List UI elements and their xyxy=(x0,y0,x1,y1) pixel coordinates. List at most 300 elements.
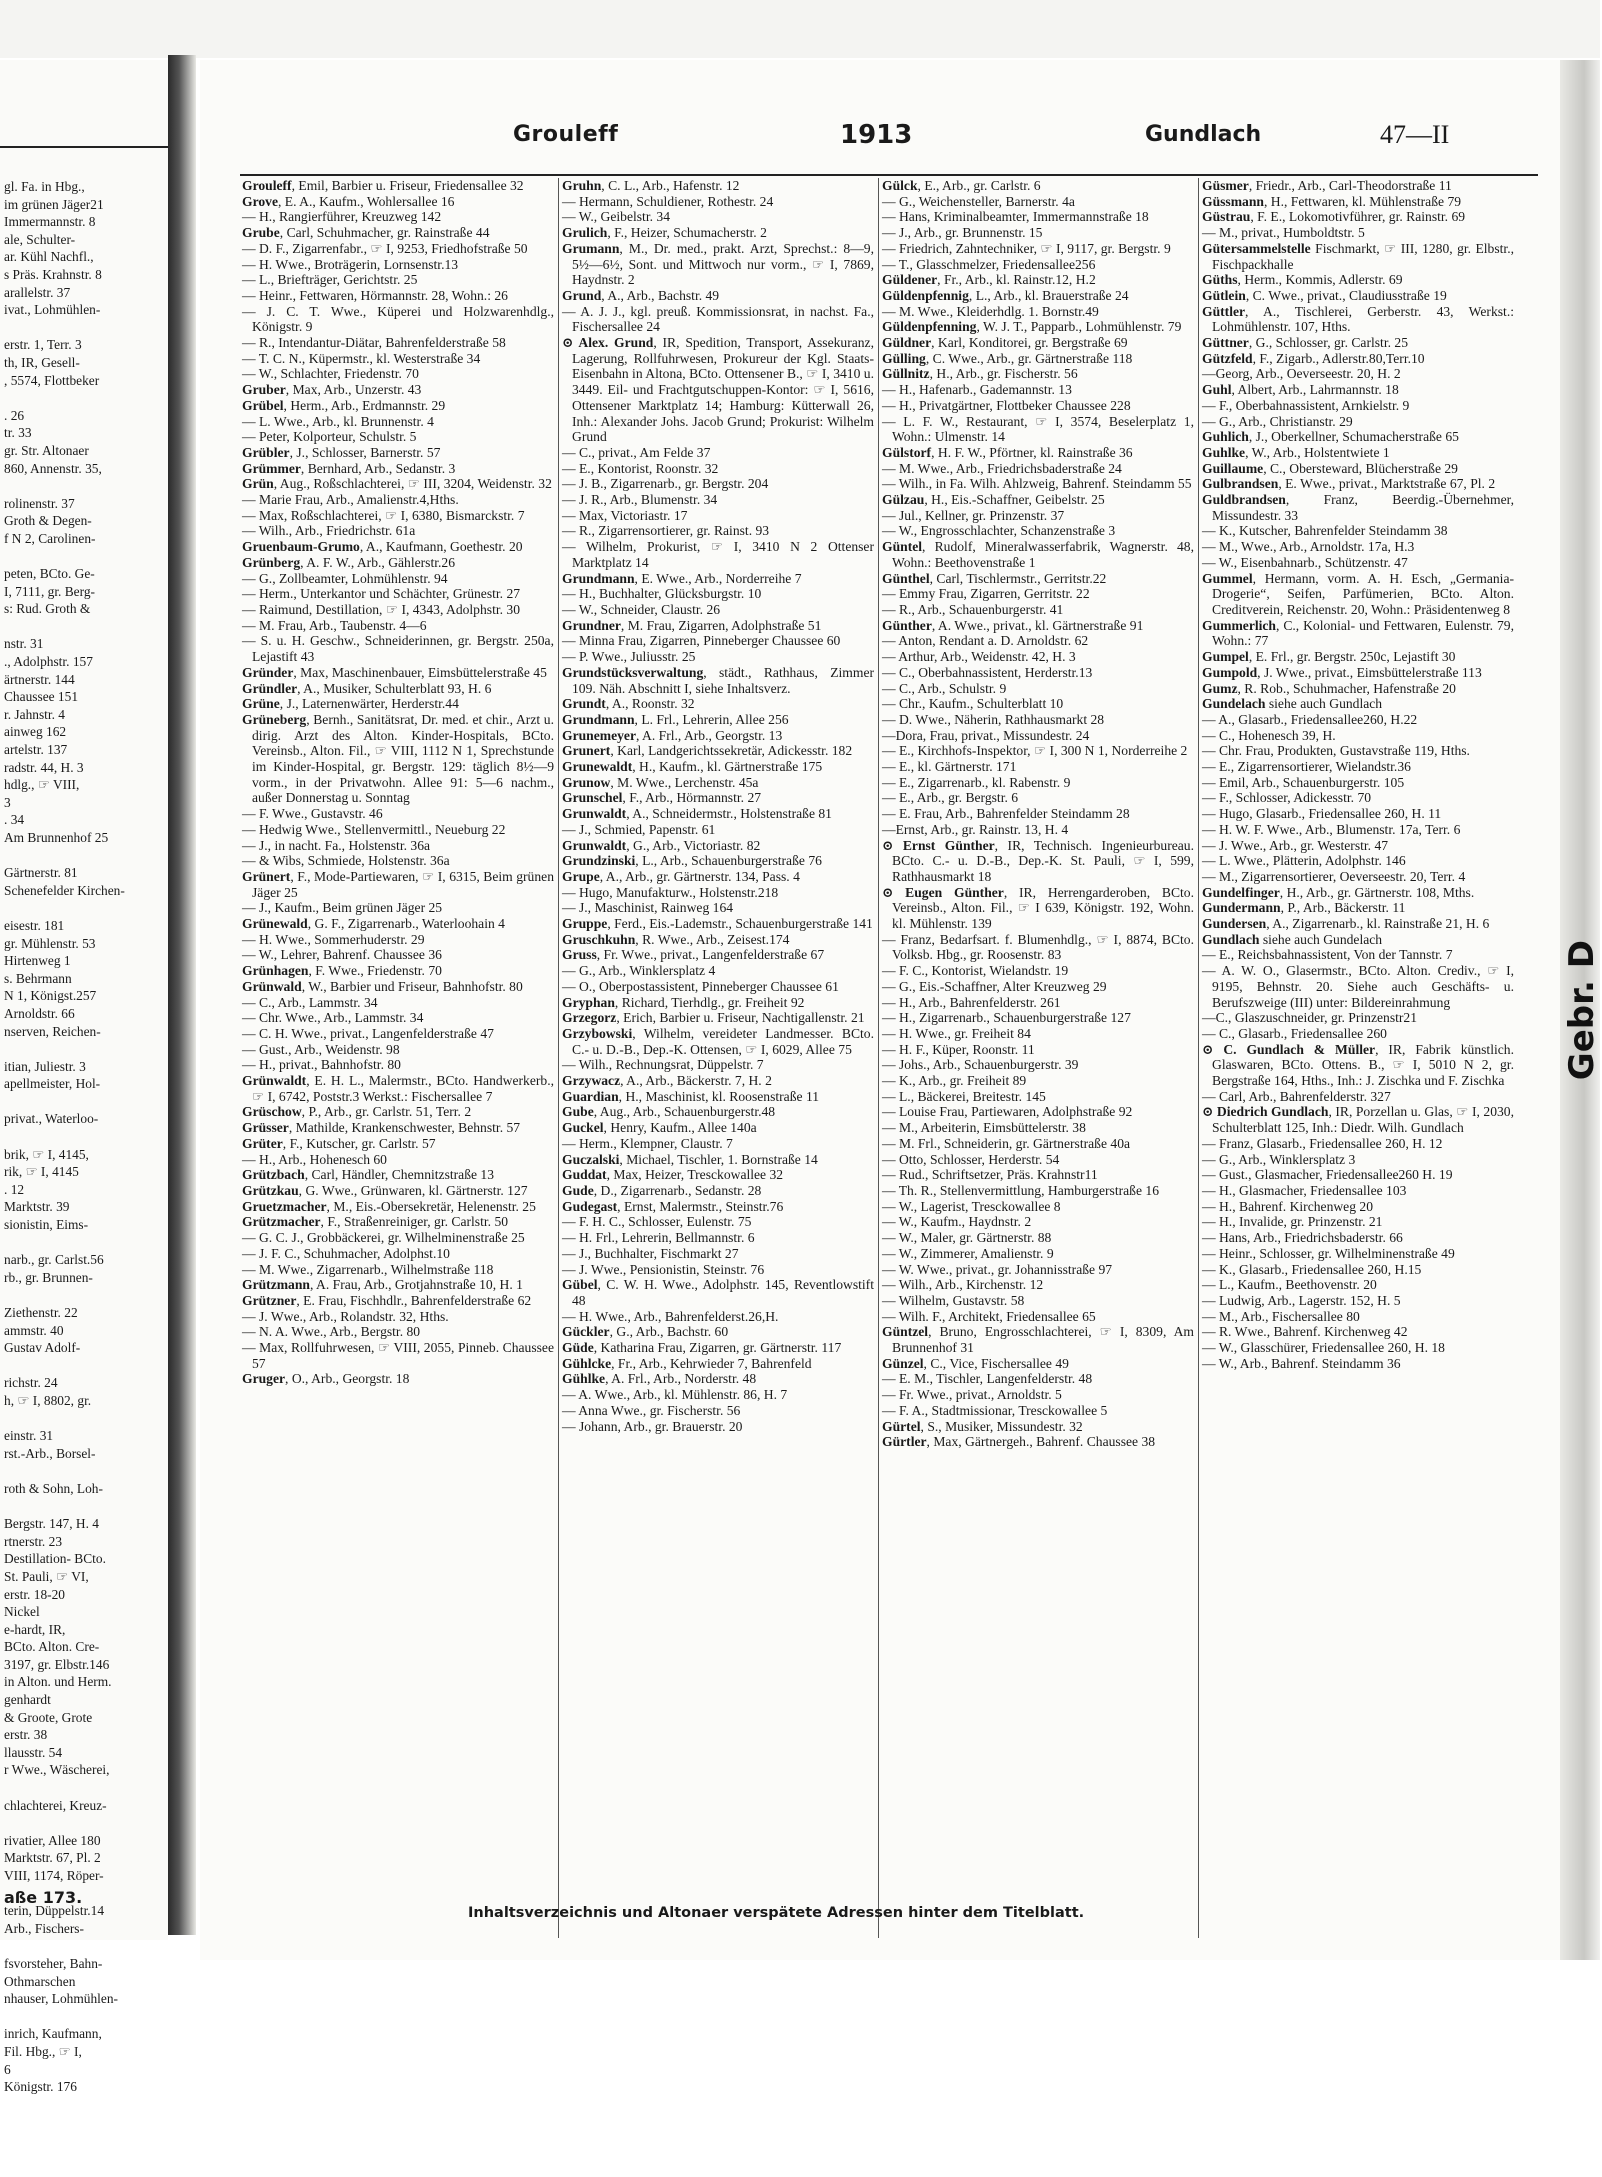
directory-entry: Güssmann, H., Fettwaren, kl. Mühlenstraße 79 xyxy=(1202,193,1462,209)
directory-entry: Gückler, G., Arb., Bachstr. 60 xyxy=(562,1324,729,1340)
facing-page-line: apellmeister, Hol- xyxy=(4,1076,101,1092)
facing-page-line xyxy=(0,547,125,565)
directory-entry: Günther, A. Wwe., privat., kl. Gärtnerstraße 91 xyxy=(882,617,1144,633)
directory-entry: — Franz, Glasarb., Friedensallee 260, H. 12 xyxy=(1202,1135,1443,1151)
directory-entry: — Fr. Wwe., privat., Arnoldstr. 5 xyxy=(882,1387,1062,1403)
directory-entry: — Marie Frau, Arb., Amalienstr.4,Hths. xyxy=(242,492,459,508)
facing-page-line: privat., Waterloo- xyxy=(4,1111,99,1127)
directory-entry: Guczalski, Michael, Tischler, 1. Bornstraße 14 xyxy=(562,1151,818,1167)
facing-page-line: erstr. 18-20 xyxy=(4,1586,65,1602)
directory-entry: Grulich, F., Heizer, Schumacherstr. 2 xyxy=(562,225,767,241)
facing-page-line: einstr. 31 xyxy=(4,1428,54,1444)
directory-entry: Gruetzmacher, M., Eis.-Obersekretär, Helenenstr. 25 xyxy=(242,1198,536,1214)
facing-page-line: e-hardt, IR, xyxy=(4,1621,66,1637)
facing-page-line: artelstr. 137 xyxy=(4,742,68,757)
facing-page-line: r Wwe., Wäscherei, xyxy=(4,1762,110,1778)
directory-entry: — Emil, Arb., Schauenburgerstr. 105 xyxy=(1202,774,1405,790)
directory-entry: — W., Arb., Bahrenf. Steindamm 36 xyxy=(1202,1355,1401,1371)
directory-entry: — H. Wwe., Broträgerin, Lornsenstr.13 xyxy=(242,256,459,272)
directory-entry: — L., Kaufm., Beethovenstr. 20 xyxy=(1202,1277,1377,1293)
facing-page-line xyxy=(0,1462,125,1480)
directory-entry: — H., Zigarrenarb., Schauenburgerstraße 127 xyxy=(882,1010,1131,1026)
directory-entry: Güntzel, Bruno, Engrosschlachterei, ☞ I, 8309, Am Brunnenhof 31 xyxy=(882,1324,1194,1356)
directory-entry: Guhlich, J., Oberkellner, Schumacherstraße 65 xyxy=(1202,429,1459,445)
facing-page-line: gl. Fa. in Hbg., xyxy=(4,179,85,194)
directory-entry: — Franz, Bedarfsart. f. Blumenhdlg., ☞ I, 8874, BCto. Volksb. Hbg., gr. Roosenstr. 83 xyxy=(882,931,1194,963)
facing-page-line: rolinenstr. 37 xyxy=(4,495,75,511)
directory-entry: Gübel, C. W. H. Wwe., Adolphstr. 145, Reventlowstift 48 xyxy=(562,1277,874,1308)
directory-entry: — Minna Frau, Zigarren, Pinneberger Chaussee 60 xyxy=(562,633,841,649)
facing-page-line: Königstr. 176 xyxy=(4,2079,77,2095)
facing-page-line: Fil. Hbg., ☞ I, xyxy=(4,2043,82,2059)
directory-entry: — Anton, Rendant a. D. Arnoldstr. 62 xyxy=(882,633,1089,649)
directory-entry: Grünberg, A. F. W., Arb., Gählerstr.26 xyxy=(242,554,456,570)
directory-entry: — K., Kutscher, Bahrenfelder Steindamm 38 xyxy=(1202,523,1448,539)
directory-page xyxy=(200,60,1560,1960)
directory-entry: Gülzau, H., Eis.-Schaffner, Geibelstr. 25 xyxy=(882,492,1105,508)
directory-entry: — J., Kaufm., Beim grünen Jäger 25 xyxy=(242,900,443,916)
scan-background xyxy=(0,0,1600,58)
directory-entry: Grupe, A., Arb., gr. Gärtnerstr. 134, Pass. 4 xyxy=(562,868,800,884)
directory-entry: Grünewald, G. F., Zigarrenarb., Waterloohain 4 xyxy=(242,916,505,932)
directory-entry: — J. Wwe., Arb., gr. Westerstr. 47 xyxy=(1202,837,1389,853)
directory-entry: — W., Schlachter, Friedenstr. 70 xyxy=(242,366,419,382)
facing-page-line: Othmarschen xyxy=(4,1973,76,1989)
directory-entry: — Max, Rollfuhrwesen, ☞ VIII, 2055, Pinneb. Chaussee 57 xyxy=(242,1340,554,1371)
directory-entry: — Carl, Arb., Bahrenfelderstr. 327 xyxy=(1202,1088,1391,1104)
directory-entry: — F., Oberbahnassistent, Arnkielstr. 9 xyxy=(1202,397,1410,413)
facing-page-line: VIII, 1174, Röper- xyxy=(4,1868,104,1883)
directory-entry: Grumann, M., Dr. med., prakt. Arzt, Sprechst.: 8—9, 5½—6½, Sont. und Mittwoch nur vorm., ☞ I, 7869, Haydnstr. 2 xyxy=(562,240,874,288)
facing-page-line: s Präs. Krahnstr. 8 xyxy=(4,266,102,282)
facing-page-line xyxy=(0,1814,125,1832)
directory-entry: Gundelfinger, H., Arb., gr. Gärtnerstr. 108, Mths. xyxy=(1202,884,1475,900)
facing-page-line: 6 xyxy=(4,2061,11,2077)
facing-page-line: ale, Schulter- xyxy=(4,231,76,247)
directory-entry: — Hans, Arb., Friedrichsbaderstr. 66 xyxy=(1202,1230,1403,1246)
facing-page-line: . 12 xyxy=(4,1181,25,1197)
directory-entry: Güldner, Karl, Konditorei, gr. Bergstraße 69 xyxy=(882,335,1128,351)
directory-entry: Gühlcke, Fr., Arb., Kehrwieder 7, Bahrenfeld xyxy=(562,1355,812,1371)
directory-entry: — E., Zigarrenarb., kl. Rabenstr. 9 xyxy=(882,774,1071,790)
facing-page-line: s. Behrmann xyxy=(4,970,72,986)
facing-page-line xyxy=(0,1779,125,1797)
directory-entry: — Gust., Glasmacher, Friedensallee260 H. 19 xyxy=(1202,1167,1453,1183)
directory-entry: Grund, A., Arb., Bachstr. 49 xyxy=(562,287,720,303)
facing-page-line xyxy=(0,1093,125,1111)
directory-entry: ⊙ Alex. Grund, IR, Spedition, Transport, Assekuranz, Lagerung, Rollfuhrwesen, Prokureur der Kgl. Staats-Eisenbahn in Altona, BCto. Ottensener B., ☞ I, 3410 u. 3449. Eil- und Frachtgutschuppen-Kontor: ☞ I, 5616, Ottensener Marktplatz 14; Hamburg: Kütterwall 26, Inh.: Alexander Johs. Jacob Grund; Prokurist: Wilhelm Grund xyxy=(562,335,874,445)
directory-entry: — E., Kirchhofs-Inspektor, ☞ I, 300 N 1, Norderreihe 2 xyxy=(882,743,1188,759)
facing-page-line: th, IR, Gesell- xyxy=(4,354,80,370)
directory-entry: ⊙ Diedrich Gundlach, IR, Porzellan u. Glas, ☞ I, 2030, Schulterblatt 125, Inh.: Diedr. Wilh. Gundlach xyxy=(1202,1104,1514,1136)
facing-page-line: Destillation- BCto. xyxy=(4,1551,106,1567)
directory-entry: — G., Eis.-Schaffner, Alter Kreuzweg 29 xyxy=(882,978,1107,994)
directory-entry: Gummerlich, C., Kolonial- und Fettwaren, Eulenstr. 79, Wohn.: 77 xyxy=(1202,617,1514,649)
directory-entry: — M., Zigarrensortierer, Oeverseestr. 20, Terr. 4 xyxy=(1202,868,1466,884)
directory-entry: — A., Glasarb., Friedensallee260, H.22 xyxy=(1202,711,1418,727)
directory-entry: Grzywacz, A., Arb., Bäckerstr. 7, H. 2 xyxy=(562,1073,772,1089)
directory-entry: — C., Hohenesch 39, H. xyxy=(1202,727,1336,743)
directory-entry: Gützfeld, F., Zigarb., Adlerstr.80,Terr.10 xyxy=(1202,350,1425,366)
directory-entry: Gürtel, S., Musiker, Missundestr. 32 xyxy=(882,1418,1083,1434)
directory-entry: ⊙ C. Gundlach & Müller, IR, Fabrik künstlich. Glaswaren, BCto. Ottens. B., ☞ I, 5010 N 2, gr. Bergstraße 164, Hths., Inh.: J. Zischka und F. Zischka xyxy=(1202,1041,1514,1089)
facing-page-line: rtnerstr. 23 xyxy=(4,1533,63,1549)
directory-entry: — H. W. F. Wwe., Arb., Blumenstr. 17a, Terr. 6 xyxy=(1202,821,1461,837)
page-header xyxy=(200,122,1560,162)
directory-entry: — H., Buchhalter, Glücksburgstr. 10 xyxy=(562,586,762,602)
directory-entry: Gumpold, J. Wwe., privat., Eimsbüttelerstraße 113 xyxy=(1202,664,1482,680)
facing-page-line xyxy=(0,1040,125,1058)
directory-entry: Gruppe, Ferd., Eis.-Lademstr., Schauenburgerstraße 141 xyxy=(562,916,873,932)
facing-page-line xyxy=(0,1937,125,1955)
facing-page-line: nhauser, Lohmühlen- xyxy=(4,1991,118,2007)
directory-entry: Guardian, H., Maschinist, kl. Roosenstraße 11 xyxy=(562,1088,820,1104)
directory-entry: Grube, Carl, Schuhmacher, gr. Rainstraße 44 xyxy=(242,225,490,241)
directory-entry: Gründler, A., Musiker, Schulterblatt 93, H. 6 xyxy=(242,680,492,696)
directory-entry: Gülck, E., Arb., gr. Carlstr. 6 xyxy=(882,178,1041,193)
facing-page-line xyxy=(0,1234,125,1252)
facing-page-line: Immermannstr. 8 xyxy=(4,214,96,230)
facing-page-line: richstr. 24 xyxy=(4,1375,58,1391)
directory-entry: Grüschow, P., Arb., gr. Carlstr. 51, Terr. 2 xyxy=(242,1104,472,1120)
directory-entry: — W., Engrosschlachter, Schanzenstraße 3 xyxy=(882,523,1116,539)
directory-entry: — R., Intendantur-Diätar, Bahrenfelderstraße 58 xyxy=(242,335,506,351)
directory-entry: — M. Frl., Schneiderin, gr. Gärtnerstraße 40a xyxy=(882,1135,1131,1151)
directory-entry: Gruhn, C. L., Arb., Hafenstr. 12 xyxy=(562,178,740,193)
directory-entry: — R., Arb., Schauenburgerstr. 41 xyxy=(882,601,1064,617)
directory-entry: — Wilhelm, Gustavstr. 58 xyxy=(882,1292,1025,1308)
directory-entry: — F. Wwe., Gustavstr. 46 xyxy=(242,806,383,822)
directory-entry: Güntel, Rudolf, Mineralwasserfabrik, Wagnerstr. 48, Wohn.: Beethovenstraße 1 xyxy=(882,539,1194,570)
directory-entry: Grüneberg, Bernh., Sanitätsrat, Dr. med. et chir., Arzt u. dirig. Arzt des Alton. Kinder-Hospitals, BCto. Vereinsb., Alton. Fil., ☞ VIII, 1112 N 1, Sprechstunde im Kinder-Hospital, gr. Bergstr. 129: täglich 8½—9 vorm., in der Privatwohn. Allee 91: 5—6 nachm., außer Donnerstag u. Sonntag xyxy=(242,711,554,806)
directory-entry: — C., Arb., Schulstr. 9 xyxy=(882,680,1007,696)
facing-page-line: arallelstr. 37 xyxy=(4,284,71,300)
directory-entry: Gudegast, Ernst, Malermstr., Steinstr.76 xyxy=(562,1198,784,1214)
facing-page-line: h, ☞ I, 8802, gr. xyxy=(4,1392,92,1408)
directory-entry: Gryphan, Richard, Tierhdlg., gr. Freiheit 92 xyxy=(562,994,805,1010)
facing-page-line: itian, Juliestr. 3 xyxy=(4,1058,86,1074)
facing-page-line xyxy=(0,1128,125,1146)
directory-entry: Grüne, J., Laternenwärter, Herderstr.44 xyxy=(242,696,459,712)
directory-entry: — E., Zigarrensortierer, Wielandstr.36 xyxy=(1202,759,1411,775)
directory-entry: — H., Invalide, gr. Prinzenstr. 21 xyxy=(1202,1214,1383,1230)
directory-entry: Güsmer, Friedr., Arb., Carl-Theodorstraße 11 xyxy=(1202,178,1452,193)
directory-entry: — M. Wwe., Arb., Friedrichsbaderstraße 24 xyxy=(882,460,1122,476)
directory-entry: — E. Frau, Arb., Bahrenfelder Steindamm 28 xyxy=(882,806,1130,822)
directory-entry: — L. Wwe., Plätterin, Adolphstr. 146 xyxy=(1202,853,1406,869)
directory-entry: — G., Arb., Christianstr. 29 xyxy=(1202,413,1353,429)
directory-entry: —Dora, Frau, privat., Missundestr. 24 xyxy=(882,727,1090,743)
directory-entry: — C. H. Wwe., privat., Langenfelderstraße 47 xyxy=(242,1025,494,1041)
directory-entry: — H., Arb., Hohenesch 60 xyxy=(242,1151,387,1167)
facing-page-line: r. Jahnstr. 4 xyxy=(4,706,66,722)
directory-entry: — L., Bäckerei, Breitestr. 145 xyxy=(882,1088,1046,1104)
directory-entry: — Heinr., Fettwaren, Hörmannstr. 28, Wohn.: 26 xyxy=(242,287,508,303)
directory-entry: Güstrau, F. E., Lokomotivführer, gr. Rainstr. 69 xyxy=(1202,209,1466,225)
directory-entry: — S. u. H. Geschw., Schneiderinnen, gr. Bergstr. 250a, Lejastift 43 xyxy=(242,633,554,665)
directory-entry: —C., Glaszuschneider, gr. Prinzenstr21 xyxy=(1202,1010,1418,1026)
facing-page-line: . 26 xyxy=(4,407,25,423)
directory-entry: — Peter, Kolporteur, Schulstr. 5 xyxy=(242,429,417,445)
facing-page-line: genhardt xyxy=(4,1692,51,1708)
directory-entry: — Raimund, Destillation, ☞ I, 4343, Adolphstr. 30 xyxy=(242,601,521,617)
directory-entry: — J. B., Zigarrenarb., gr. Bergstr. 204 xyxy=(562,476,769,492)
facing-page-line: f N 2, Carolinen- xyxy=(4,530,96,546)
directory-entry: — J., Buchhalter, Fischmarkt 27 xyxy=(562,1245,739,1261)
directory-entry: Güldenpfennig, L., Arb., kl. Brauerstraße 24 xyxy=(882,287,1129,303)
page-number: 47—II xyxy=(1380,120,1450,149)
facing-page-line xyxy=(0,1357,125,1375)
directory-entry: Grove, E. A., Kaufm., Wohlersallee 16 xyxy=(242,193,455,209)
facing-page-line: Arnoldstr. 66 xyxy=(4,1005,75,1021)
directory-entry: — Chr., Kaufm., Schulterblatt 10 xyxy=(882,696,1064,712)
facing-page-line: peten, BCto. Ge- xyxy=(4,566,95,582)
directory-entry: — Max, Roßschlachterei, ☞ I, 6380, Bismarckstr. 7 xyxy=(242,507,525,523)
facing-page-line: fsvorsteher, Bahn- xyxy=(4,1955,103,1971)
directory-entry: Gundelach siehe auch Gundlach xyxy=(1202,696,1383,712)
directory-entry: — Johann, Arb., gr. Brauerstr. 20 xyxy=(562,1418,743,1434)
directory-entry: Grützmacher, F., Straßenreiniger, gr. Carlstr. 50 xyxy=(242,1214,509,1230)
directory-entry: — M. Frau, Arb., Taubenstr. 4—6 xyxy=(242,617,427,633)
directory-entry: — J. Wwe., Arb., Rolandstr. 32, Hths. xyxy=(242,1308,449,1324)
directory-entry: Gundlach siehe auch Gundelach xyxy=(1202,931,1383,947)
header-rule xyxy=(240,174,1538,176)
facing-page-line: 3 xyxy=(4,794,11,810)
facing-page-line: ammstr. 40 xyxy=(4,1322,64,1338)
directory-entry: Güllnitz, H., Arb., gr. Fischerstr. 56 xyxy=(882,366,1078,382)
directory-entry: Grützmann, A. Frau, Arb., Grotjahnstraße 10, H. 1 xyxy=(242,1277,523,1293)
directory-entry: — A. J. J., kgl. preuß. Kommissionsrat, in nachst. Fa., Fischersallee 24 xyxy=(562,303,874,335)
directory-entry: — Herm., Unterkantor und Schächter, Grünestr. 27 xyxy=(242,586,521,602)
directory-entry: Günthel, Carl, Tischlermstr., Gerritstr.22 xyxy=(882,570,1107,586)
facing-page-line: N 1, Königst.257 xyxy=(4,988,97,1004)
directory-entry: — J. C. T. Wwe., Küperei und Holzwarenhdlg., Königstr. 9 xyxy=(242,303,554,335)
facing-page-line: inrich, Kaufmann, xyxy=(4,2026,102,2042)
directory-entry: — Ludwig, Arb., Lagerstr. 152, H. 5 xyxy=(1202,1292,1401,1308)
facing-page-line: & Groote, Grote xyxy=(4,1709,93,1725)
directory-entry: — F. C., Kontorist, Wielandstr. 19 xyxy=(882,963,1069,979)
directory-entry: — M., Arbeiterin, Eimsbüttelerstr. 38 xyxy=(882,1120,1086,1136)
book-binding xyxy=(168,55,196,1935)
facing-page-line: St. Pauli, ☞ VI, xyxy=(4,1568,89,1584)
facing-page-line: Nickel xyxy=(4,1604,40,1620)
page-footer-note: Inhaltsverzeichnis und Altonaer verspätete Adressen hinter dem Titelblatt. xyxy=(468,1905,1085,1921)
facing-page-line: nserven, Reichen- xyxy=(4,1023,101,1039)
directory-entry: — H., Rangierführer, Kreuzweg 142 xyxy=(242,209,442,225)
page-edge xyxy=(1560,60,1600,1960)
directory-entry: — P. Wwe., Juliusstr. 25 xyxy=(562,649,696,665)
directory-entry: — D. F., Zigarrenfabr., ☞ I, 9253, Friedhofstraße 50 xyxy=(242,240,528,256)
directory-entry: Grübler, J., Schlosser, Barnerstr. 57 xyxy=(242,444,441,460)
directory-entry: ⊙ Eugen Günther, IR, Herrengarderoben, BCto. Vereinsb., Alton. Fil., ☞ I 639, Königstr. 192, Wohn. kl. Mühlenstr. 139 xyxy=(882,884,1194,932)
directory-entry: — E., Reichsbahnassistent, Von der Tannstr. 7 xyxy=(1202,947,1453,963)
facing-page-line: Bergstr. 147, H. 4 xyxy=(4,1516,99,1532)
directory-entry: — K., Arb., gr. Freiheit 89 xyxy=(882,1073,1027,1089)
directory-entry: Grünwaldt, E. H. L., Malermstr., BCto. Handwerkerb., ☞ I, 6742, Poststr.3 Werkst.: Fischersallee 7 xyxy=(242,1073,554,1104)
column-divider xyxy=(878,178,879,1938)
directory-entry: — N. A. Wwe., Arb., Bergstr. 80 xyxy=(242,1324,421,1340)
directory-entry: — Chr. Frau, Produkten, Gustavstraße 119, Hths. xyxy=(1202,743,1470,759)
directory-entry: — Friedrich, Zahntechniker, ☞ I, 9117, gr. Bergstr. 9 xyxy=(882,240,1171,256)
facing-page-line: rb., gr. Brunnen- xyxy=(4,1269,93,1285)
directory-entry: Güde, Katharina Frau, Zigarren, gr. Gärtnerstr. 117 xyxy=(562,1340,842,1356)
directory-entry: Grundmann, L. Frl., Lehrerin, Allee 256 xyxy=(562,711,789,727)
directory-entry: — W., Zimmerer, Amalienstr. 9 xyxy=(882,1245,1054,1261)
directory-entry: — L. F. W., Restaurant, ☞ I, 3574, Beselerplatz 1, Wohn.: Ulmenstr. 14 xyxy=(882,413,1194,445)
facing-page-line: Chaussee 151 xyxy=(4,689,79,705)
facing-page-line: sionistin, Eims- xyxy=(4,1217,89,1233)
facing-page-footer: aße 173. xyxy=(4,1888,83,1907)
facing-page-line: rivatier, Allee 180 xyxy=(4,1832,101,1848)
directory-entry: — A. Wwe., Arb., kl. Mühlenstr. 86, H. 7 xyxy=(562,1387,788,1403)
facing-page-line: rik, ☞ I, 4145 xyxy=(4,1164,79,1180)
facing-page-line xyxy=(0,1498,125,1516)
directory-entry: Grunemeyer, A. Frl., Arb., Georgstr. 13 xyxy=(562,727,783,743)
directory-entry: Grünwald, W., Barbier und Friseur, Bahnhofstr. 80 xyxy=(242,978,523,994)
facing-page-line xyxy=(0,477,125,495)
directory-entry: — Johs., Arb., Schauenburgerstr. 39 xyxy=(882,1057,1079,1073)
facing-page-line: hdlg., ☞ VIII, xyxy=(4,777,80,793)
directory-entry: Gürtler, Max, Gärtnergeh., Bahrenf. Chaussee 38 xyxy=(882,1434,1156,1450)
directory-entry: — H., Privatgärtner, Flottbeker Chaussee 228 xyxy=(882,397,1131,413)
facing-page-line: Schenefelder Kirchen- xyxy=(4,882,125,898)
directory-entry: — Th. R., Stellenvermittlung, Hamburgerstraße 16 xyxy=(882,1183,1159,1198)
directory-entry: — C., Arb., Lammstr. 34 xyxy=(242,994,378,1010)
facing-page-line: terin, Düppelstr.14 xyxy=(4,1903,105,1919)
facing-page-line: radstr. 44, H. 3 xyxy=(4,759,84,775)
directory-entry: — F. H. C., Schlosser, Eulenstr. 75 xyxy=(562,1214,752,1230)
facing-page-line: 3197, gr. Elbstr.146 xyxy=(4,1656,110,1672)
directory-column-1 xyxy=(242,178,554,1938)
directory-entry: Guddat, Max, Heizer, Tresckowallee 32 xyxy=(562,1167,784,1183)
directory-entry: — W. Wwe., privat., gr. Johannisstraße 97 xyxy=(882,1261,1113,1277)
directory-entry: — E., Arb., gr. Bergstr. 6 xyxy=(882,790,1019,806)
directory-entry: — C., Glasarb., Friedensallee 260 xyxy=(1202,1025,1387,1041)
facing-page-line: ., Adolphstr. 157 xyxy=(4,654,93,670)
directory-entry: Grüsser, Mathilde, Krankenschwester, Behnstr. 57 xyxy=(242,1120,521,1136)
directory-entry: — M., Wwe., Arb., Arnoldstr. 17a, H.3 xyxy=(1202,539,1415,555)
directory-entry: Grunwaldt, G., Arb., Victoriastr. 82 xyxy=(562,837,761,853)
directory-entry: — H. Frl., Lehrerin, Bellmannstr. 6 xyxy=(562,1230,755,1246)
directory-entry: — Hermann, Schuldiener, Rothestr. 24 xyxy=(562,193,774,209)
facing-page-line: Am Brunnenhof 25 xyxy=(4,829,109,845)
edge-advert-text: Gebr. D xyxy=(1562,940,1602,1081)
directory-entry: — H., Arb., Bahrenfelderstr. 261 xyxy=(882,994,1061,1010)
directory-entry: Gründer, Max, Maschinenbauer, Eimsbüttelerstraße 45 xyxy=(242,664,547,680)
directory-entry: Güldenpfenning, W. J. T., Papparb., Lohmühlenstr. 79 xyxy=(882,319,1182,335)
directory-entry: — R., Zigarrensortierer, gr. Rainst. 93 xyxy=(562,523,770,539)
facing-page-line: erstr. 38 xyxy=(4,1727,48,1743)
directory-entry: Güths, Herm., Kommis, Adlerstr. 69 xyxy=(1202,272,1403,288)
facing-page-line: Arb., Fischers- xyxy=(4,1920,84,1936)
facing-page-line: . 34 xyxy=(4,812,25,828)
directory-entry: Gulbrandsen, E. Wwe., privat., Marktstraße 67, Pl. 2 xyxy=(1202,476,1496,492)
directory-entry: Grünert, F., Mode-Partiewaren, ☞ I, 6315, Beim grünen Jäger 25 xyxy=(242,868,554,900)
directory-entry: — Arthur, Arb., Weidenstr. 42, H. 3 xyxy=(882,649,1076,665)
directory-entry: — W., Geibelstr. 34 xyxy=(562,209,670,225)
directory-entry: Gumpel, E. Frl., gr. Bergstr. 250c, Lejastift 30 xyxy=(1202,649,1456,665)
directory-entry: — Jul., Kellner, gr. Prinzenstr. 37 xyxy=(882,507,1065,523)
directory-entry: — H., Hafenarb., Gademannstr. 13 xyxy=(882,382,1072,398)
directory-entry: — J. Wwe., Pensionistin, Steinstr. 76 xyxy=(562,1261,765,1277)
directory-entry: Guhl, Albert, Arb., Lahrmannstr. 18 xyxy=(1202,382,1399,398)
directory-entry: Gundermann, P., Arb., Bäckerstr. 11 xyxy=(1202,900,1406,916)
directory-entry: Grützbach, Carl, Händler, Chemnitzstraße 13 xyxy=(242,1167,495,1183)
directory-entry: — G. C. J., Grobbäckerei, gr. Wilhelminenstraße 25 xyxy=(242,1230,525,1246)
directory-entry: — Heinr., Schlosser, gr. Wilhelminenstraße 49 xyxy=(1202,1245,1455,1261)
facing-page-line: 860, Annenstr. 35, xyxy=(4,460,102,476)
directory-entry: — L., Briefträger, Gerichtstr. 25 xyxy=(242,272,418,288)
directory-entry: — J., in nacht. Fa., Holstenstr. 36a xyxy=(242,837,431,853)
facing-page-line xyxy=(0,389,125,407)
directory-entry: Güttler, A., Tischlerei, Gerberstr. 43, Werkst.: Lohmühlenstr. 107, Hths. xyxy=(1202,303,1514,335)
directory-entry: — Herm., Klempner, Claustr. 7 xyxy=(562,1135,733,1151)
directory-entry: — & Wibs, Schmiede, Holstenstr. 36a xyxy=(242,853,450,869)
facing-page-fragment xyxy=(0,60,168,2095)
facing-page-rule xyxy=(0,146,168,148)
facing-page-line xyxy=(0,2008,125,2026)
directory-entry: — Wilh., Arb., Kirchenstr. 12 xyxy=(882,1277,1044,1293)
directory-entry: — M. Wwe., Zigarrenarb., Wilhelmstraße 118 xyxy=(242,1261,494,1277)
directory-entry: — M., Arb., Fischersallee 80 xyxy=(1202,1308,1360,1324)
facing-page-line: narb., gr. Carlst.56 xyxy=(4,1252,104,1268)
facing-page-line: tr. 33 xyxy=(4,425,32,441)
directory-column-3 xyxy=(882,178,1194,1938)
directory-entry: Guldbrandsen, Franz, Beerdig.-Übernehmer, Missundestr. 33 xyxy=(1202,492,1514,523)
facing-page-line: Gärtnerstr. 81 xyxy=(4,865,78,881)
directory-entry: Grüter, F., Kutscher, gr. Carlstr. 57 xyxy=(242,1135,436,1151)
directory-entry: Grunow, M. Wwe., Lerchenstr. 45a xyxy=(562,774,759,790)
directory-entry: Gülstorf, H. F. W., Pförtner, kl. Rainstraße 36 xyxy=(882,444,1133,460)
directory-entry: Günzel, C., Vice, Fischersallee 49 xyxy=(882,1355,1069,1371)
directory-entry: Grützner, E. Frau, Fischhdlr., Bahrenfelderstraße 62 xyxy=(242,1292,532,1308)
directory-entry: — Wilhelm, Prokurist, ☞ I, 3410 N 2 Ottenser Marktplatz 14 xyxy=(562,539,874,570)
directory-entry: Grünhagen, F. Wwe., Friedenstr. 70 xyxy=(242,963,442,979)
directory-entry: Gumz, R. Rob., Schuhmacher, Hafenstraße 20 xyxy=(1202,680,1456,696)
directory-entry: — W., Glasschürer, Friedensallee 260, H. 18 xyxy=(1202,1340,1445,1356)
directory-entry: — G., Zollbeamter, Lohmühlenstr. 94 xyxy=(242,570,448,586)
header-year: 1913 xyxy=(840,120,913,150)
facing-page-lines xyxy=(0,178,125,2096)
facing-page-line xyxy=(0,1286,125,1304)
facing-page-line xyxy=(0,1410,125,1428)
facing-page-line: im grünen Jäger21 xyxy=(4,196,104,212)
directory-entry: Grundstücksverwaltung, städt., Rathhaus, Zimmer 109. Näh. Abschnitt I, siehe Inhaltsverz. xyxy=(562,664,874,696)
directory-entry: — T., Glasschmelzer, Friedensallee256 xyxy=(882,256,1096,272)
directory-entry: Guillaume, C., Obersteward, Blücherstraße 29 xyxy=(1202,460,1458,476)
directory-entry: Gruger, O., Arb., Georgstr. 18 xyxy=(242,1371,410,1387)
directory-entry: — Hans, Kriminalbeamter, Immermannstraße 18 xyxy=(882,209,1149,225)
directory-entry: — J. R., Arb., Blumenstr. 34 xyxy=(562,492,718,508)
column-divider xyxy=(1198,178,1199,1938)
directory-entry: Gütlein, C. Wwe., privat., Claudiusstraße 19 xyxy=(1202,287,1447,303)
directory-entry: — Hedwig Wwe., Stellenvermittl., Neueburg 22 xyxy=(242,821,506,837)
directory-entry: Guckel, Henry, Kaufm., Allee 140a xyxy=(562,1120,757,1136)
directory-entry: Gube, Aug., Arb., Schauenburgerstr.48 xyxy=(562,1104,776,1120)
facing-page-line xyxy=(0,847,125,865)
facing-page-line: erstr. 1, Terr. 3 xyxy=(4,337,82,353)
directory-entry: — M. Wwe., Kleiderhdlg. 1. Bornstr.49 xyxy=(882,303,1099,319)
directory-entry: Grzegorz, Erich, Barbier u. Friseur, Nachtigallenstr. 21 xyxy=(562,1010,865,1026)
directory-entry: — J., Schmied, Papenstr. 61 xyxy=(562,821,716,837)
facing-page-line: s: Rud. Groth & xyxy=(4,601,91,617)
directory-entry: — G., Arb., Winklersplatz 4 xyxy=(562,963,716,979)
facing-page-line: llausstr. 54 xyxy=(4,1744,63,1760)
directory-entry: — G., Weichensteller, Barnerstr. 4a xyxy=(882,193,1075,209)
directory-entry: — G., Arb., Winklersplatz 3 xyxy=(1202,1151,1356,1167)
directory-column-4 xyxy=(1202,178,1514,1938)
directory-entry: — H. Wwe., Arb., Bahrenfelderst.26,H. xyxy=(562,1308,779,1324)
